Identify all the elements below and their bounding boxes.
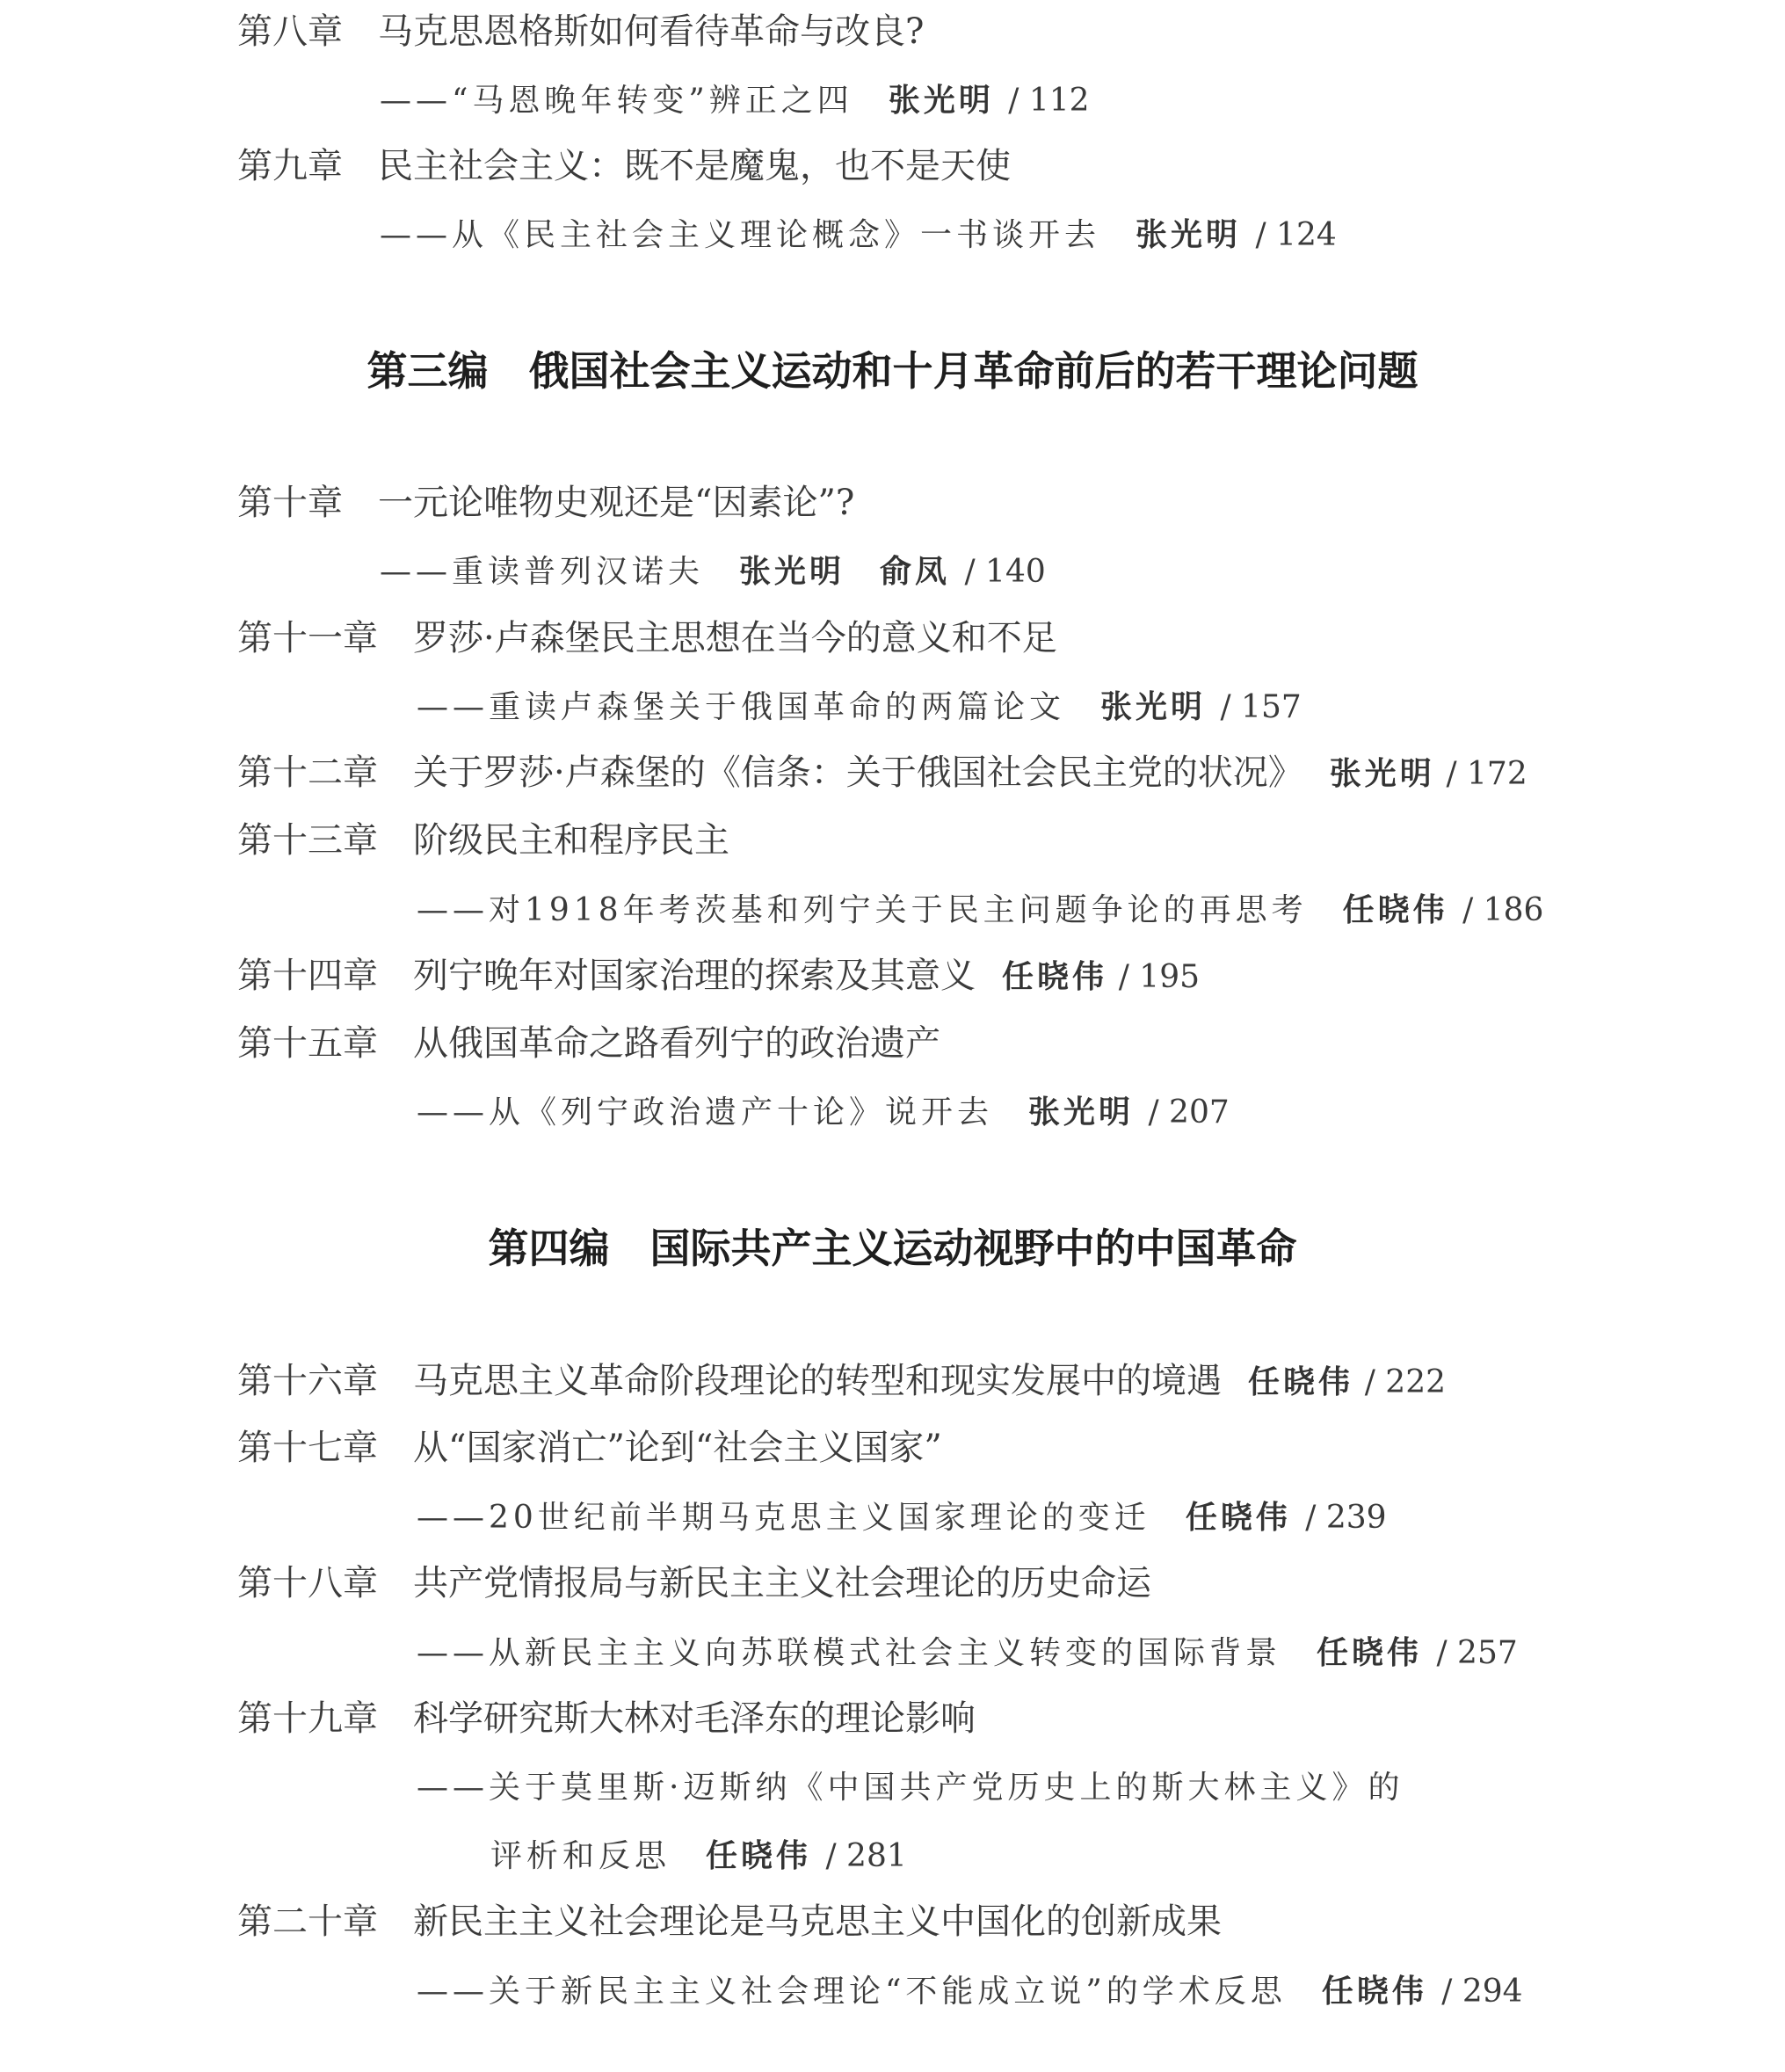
toc-entry-title[interactable] [237,1560,1151,1606]
chapter-title: 民主社会主义：既不是魔鬼，也不是天使 [378,146,1011,186]
chapter-author: 任晓伟 [1317,1634,1423,1671]
toc-entry-title[interactable] [237,1021,940,1066]
chapter-number: 第十一章 [237,618,378,658]
chapter-number: 第二十章 [237,1901,378,1942]
page-number: / 222 [1364,1364,1447,1400]
chapter-author: 任晓伟 [1342,891,1448,928]
page-number: / 157 [1220,689,1302,725]
chapter-number: 第十三章 [237,820,378,861]
toc-entry-title[interactable] [237,1899,1222,1945]
toc-entry-title[interactable] [237,143,1011,189]
chapter-subtitle: ——从《民主社会主义理论概念》一书谈开去 [380,217,1101,253]
chapter-subtitle: ——重读普列汉诺夫 [380,554,705,590]
toc-entry-title[interactable] [237,9,924,55]
chapter-author: 任晓伟 [1002,958,1108,995]
chapter-title: 一元论唯物史观还是“因素论”? [378,483,855,523]
toc-entry-title[interactable] [237,953,1200,1000]
toc-entry-title[interactable] [237,750,1527,797]
toc-entry-subtitle [380,77,1090,124]
toc-entry-subtitle [417,1968,1523,2015]
page-number: / 239 [1305,1500,1387,1536]
chapter-author: 任晓伟 [706,1837,812,1874]
toc-entry-subtitle [417,684,1302,731]
chapter-title: 科学研究斯大林对毛泽东的理论影响 [413,1698,976,1739]
page-number: / 186 [1462,892,1544,928]
chapter-subtitle: ——关于莫里斯·迈斯纳《中国共产党历史上的斯大林主义》的 [417,1770,1404,1806]
chapter-author: 张光明 [1329,755,1435,792]
chapter-number: 第十章 [237,483,343,523]
toc-entry-subtitle [417,887,1543,934]
page-number: / 207 [1148,1094,1230,1131]
chapter-subtitle: ——重读卢森堡关于俄国革命的两篇论文 [417,689,1066,725]
toc-entry-subtitle [417,1765,1404,1811]
chapter-subtitle: ——从《列宁政治遗产十论》说开去 [417,1094,994,1131]
chapter-number: 第十八章 [237,1563,378,1603]
chapter-number: 第十六章 [237,1361,378,1401]
chapter-author: 任晓伟 [1248,1363,1354,1400]
chapter-author: 张光明 [1028,1094,1135,1131]
chapter-title: 从“国家消亡”论到“社会主义国家” [413,1428,942,1468]
chapter-number: 第十二章 [237,752,378,793]
chapter-number: 第十五章 [237,1023,378,1064]
toc-entry-title[interactable] [237,615,1057,661]
part-heading: 第四编 国际共产主义运动视野中的中国革命 [488,1225,1297,1272]
chapter-number: 第十七章 [237,1428,378,1468]
chapter-author: 张光明 [1100,688,1207,725]
chapter-title: 阶级民主和程序民主 [413,820,729,861]
toc-entry-subtitle [380,549,1046,595]
chapter-number: 第九章 [237,146,343,186]
chapter-title: 罗莎·卢森堡民主思想在当今的意义和不足 [413,618,1057,658]
part-heading: 第三编 俄国社会主义运动和十月革命前后的若干理论问题 [366,347,1419,395]
chapter-subtitle-cont: 评析和反思 [490,1838,671,1874]
toc-entry-subtitle [417,1494,1387,1541]
chapter-author: 张光明 [888,82,994,119]
chapter-title: 新民主主义社会理论是马克思主义中国化的创新成果 [413,1901,1222,1942]
chapter-subtitle: ——20世纪前半期马克思主义国家理论的变迁 [417,1500,1150,1536]
chapter-author: 张光明 [1136,216,1242,253]
page-number: / 112 [1008,83,1090,119]
page-number: / 172 [1446,756,1527,792]
chapter-title: 共产党情报局与新民主主义社会理论的历史命运 [413,1563,1151,1603]
chapter-title: 马克思主义革命阶段理论的转型和现实发展中的境遇 [413,1361,1222,1401]
page-number: / 281 [825,1838,907,1874]
chapter-subtitle: ——“马恩晚年转变”辨正之四 [380,83,853,119]
chapter-title: 列宁晚年对国家治理的探索及其意义 [413,956,976,996]
chapter-author: 任晓伟 [1321,1973,1427,2010]
page-number: / 124 [1255,217,1337,253]
page-number: / 140 [964,554,1046,590]
chapter-author: 张光明 俞凤 [739,553,951,590]
toc-entry-subtitle [417,1630,1518,1676]
toc-entry-subtitle [380,212,1337,258]
page-number: / 195 [1118,959,1201,995]
toc-entry-title[interactable] [237,1425,942,1471]
chapter-title: 关于罗莎·卢森堡的《信条：关于俄国社会民主党的状况》 [413,752,1303,793]
chapter-number: 第十四章 [237,956,378,996]
toc-entry-subtitle-cont [490,1833,907,1879]
toc-entry-title[interactable] [237,818,729,863]
page-number: / 294 [1441,1974,1523,2010]
chapter-author: 任晓伟 [1185,1499,1291,1536]
chapter-subtitle: ——从新民主主义向苏联模式社会主义转变的国际背景 [417,1635,1282,1671]
page-number: / 257 [1436,1635,1518,1671]
toc-entry-title[interactable] [237,1358,1446,1406]
toc-entry-title[interactable] [237,1696,976,1741]
chapter-number: 第八章 [237,11,343,52]
toc-entry-subtitle [417,1089,1230,1136]
chapter-subtitle: ——关于新民主主义社会理论“不能成立说”的学术反思 [417,1974,1287,2010]
chapter-number: 第十九章 [237,1698,378,1739]
toc-entry-title[interactable] [237,480,854,526]
chapter-title: 从俄国革命之路看列宁的政治遗产 [413,1023,940,1064]
chapter-subtitle: ——对1918年考茨基和列宁关于民主问题争论的再思考 [417,892,1308,928]
chapter-title: 马克思恩格斯如何看待革命与改良? [378,11,925,52]
